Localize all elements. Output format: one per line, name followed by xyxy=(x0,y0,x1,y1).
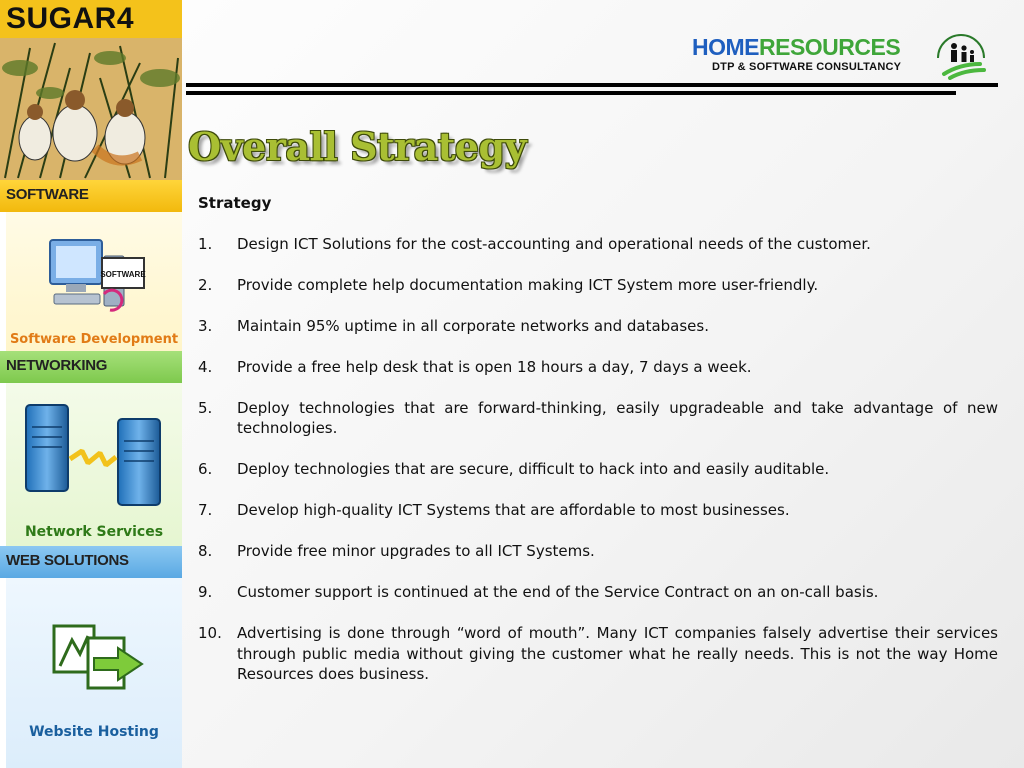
list-item xyxy=(198,357,998,378)
logo-word-home: HOME xyxy=(692,34,759,60)
home-resources-logo xyxy=(684,28,994,80)
sidebar xyxy=(0,0,182,768)
list-item-text: Provide free minor upgrades to all ICT Systems. xyxy=(237,542,595,560)
list-item-number: 8. xyxy=(198,542,213,560)
family-emblem-icon xyxy=(930,28,992,80)
list-item-number: 1. xyxy=(198,234,213,253)
section-header-label: WEB SOLUTIONS xyxy=(6,552,129,569)
sugarcane-workers-image xyxy=(0,38,182,180)
software-computer-icon xyxy=(44,234,148,324)
list-item-text: Customer support is continued at the end of the Service Contract on an on-call basis. xyxy=(237,583,879,601)
section-header-web-solutions[interactable] xyxy=(0,546,182,578)
list-item xyxy=(198,582,998,603)
list-item xyxy=(198,316,998,337)
network-servers-icon xyxy=(20,397,170,507)
strategy-content xyxy=(198,193,998,705)
list-item xyxy=(198,398,998,439)
section-header-software[interactable] xyxy=(0,180,182,212)
section-header-label: NETWORKING xyxy=(6,357,108,374)
list-item-number: 7. xyxy=(198,501,213,519)
list-item-text: Maintain 95% uptime in all corporate networks and databases. xyxy=(237,316,709,335)
list-item-text: Provide complete help documentation making ICT System more user-friendly. xyxy=(237,275,819,294)
sugar-banner xyxy=(0,0,182,180)
caption-network-services: Network Services xyxy=(24,524,164,540)
list-item xyxy=(198,234,998,255)
panel-website-hosting[interactable] xyxy=(6,578,182,768)
list-item-text: Design ICT Solutions for the cost-accounting and operational needs of the customer. xyxy=(237,234,871,253)
list-item-number: 6. xyxy=(198,460,213,478)
panel-software-development[interactable] xyxy=(6,212,182,351)
list-item-text: Develop high-quality ICT Systems that are affordable to most businesses. xyxy=(237,501,790,519)
list-item-number: 5. xyxy=(198,398,213,417)
list-item xyxy=(198,275,998,296)
strategy-list xyxy=(198,234,998,685)
list-item-text: Deploy technologies that are secure, difficult to hack into and easily auditable. xyxy=(237,460,830,478)
list-item-text: Deploy technologies that are forward-thinking, easily upgradeable and take advantage of new technologies. xyxy=(237,398,998,437)
logo-tagline: DTP & SOFTWARE CONSULTANCY xyxy=(712,61,902,73)
brand-title: SUGAR4 xyxy=(6,2,135,35)
section-header-label: SOFTWARE xyxy=(6,186,89,203)
slide-title: Overall Strategy xyxy=(188,124,527,169)
caption-software-development: Software Development xyxy=(9,332,179,347)
list-item xyxy=(198,459,998,480)
list-item-number: 2. xyxy=(198,275,213,294)
logo-wordmark xyxy=(692,34,900,61)
website-hosting-icon xyxy=(50,618,146,694)
logo-word-resources: RESOURCES xyxy=(759,34,901,60)
panel-network-services[interactable] xyxy=(6,383,182,546)
list-item xyxy=(198,541,998,562)
header-rule-top xyxy=(186,83,998,87)
header-rule-bottom xyxy=(186,91,956,95)
caption-website-hosting: Website Hosting xyxy=(29,724,159,740)
strategy-subtitle: Strategy xyxy=(198,194,272,212)
list-item xyxy=(198,500,998,521)
list-item-text: Advertising is done through “word of mouth”. Many ICT companies falsely advertise their services through public media without giving the customer what he really needs. This is not the way Home Resources does business. xyxy=(237,624,998,683)
list-item-number: 10. xyxy=(198,624,222,642)
list-item-number: 3. xyxy=(198,316,213,335)
section-header-networking[interactable] xyxy=(0,351,182,383)
list-item-number: 9. xyxy=(198,583,213,601)
software-box-label: SOFTWARE xyxy=(100,270,146,279)
list-item xyxy=(198,623,998,685)
list-item-number: 4. xyxy=(198,357,213,376)
list-item-text: Provide a free help desk that is open 18 hours a day, 7 days a week. xyxy=(237,357,752,376)
